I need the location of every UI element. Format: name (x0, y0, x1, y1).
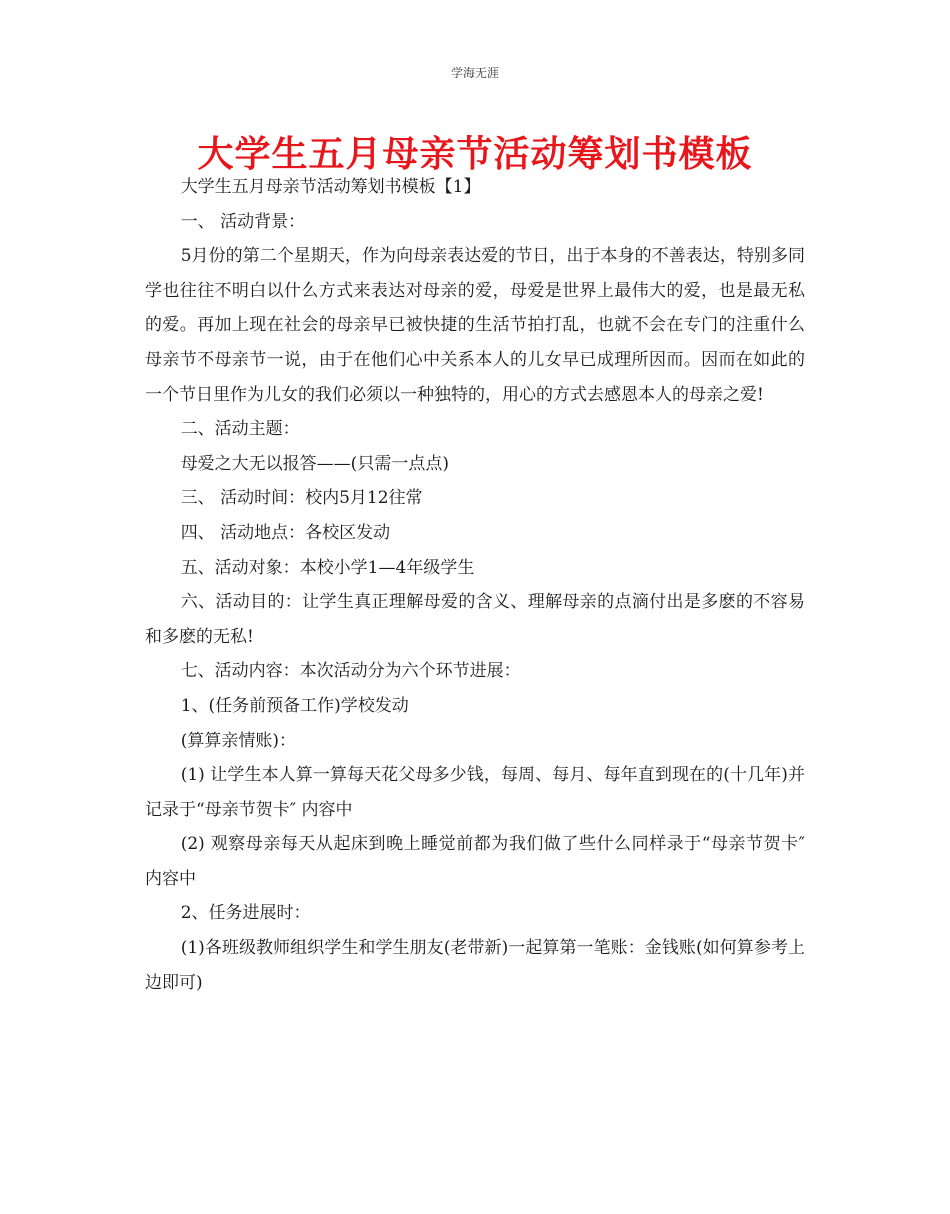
paragraph: 六、活动目的：让学生真正理解母爱的含义、理解母亲的点滴付出是多麽的不容易和多麽的无私! (145, 592, 805, 647)
paragraph: 2、任务进展时： (180, 903, 311, 924)
paragraph: 二、活动主题： (180, 419, 300, 440)
paragraph: 三、 活动时间：校内5月12往常 (180, 488, 423, 509)
paragraph: 七、活动内容：本次活动分为六个环节进展： (180, 661, 521, 682)
paragraph: 大学生五月母亲节活动筹划书模板【1】 (180, 177, 481, 197)
paragraph: (1) 让学生本人算一算每天花父母多少钱，每周、每月、每年直到现在的(十几年)并记录于“母亲节贺卡″ 内容中 (145, 765, 805, 820)
paragraph: 五、活动对象：本校小学1—4年级学生 (180, 557, 475, 578)
document-title: 大学生五月母亲节活动筹划书模板 (197, 134, 753, 175)
page-header: 学海无涯 (450, 66, 499, 80)
paragraph: 四、 活动地点：各校区发动 (180, 522, 391, 543)
paragraph: (1)各班级教师组织学生和学生朋友(老带新)一起算第一笔账：金钱账(如何算参考上边即可) (145, 938, 805, 993)
paragraph: 5月份的第二个星期天，作为向母亲表达爱的节日，出于本身的不善表达，特别多同学也往往不明白以什么方式来表达对母亲的爱，母爱是世界上最伟大的爱，也是最无私的爱。再加上现在社会的母亲早已被快捷的生活节拍打乱，也就不会在专门的注重什么母亲节不母亲节一说，由于在他们心中关系本人的儿女早已成理所因而。因而在如此的一个节日里作为儿女的我们必须以一种独特的，用心的方式去感恩本人的母亲之爱! (145, 246, 805, 405)
paragraph: 母爱之大无以报答——(只需一点点) (180, 453, 449, 474)
paragraph: 一、 活动背景： (180, 211, 306, 232)
paragraph: (2) 观察母亲每天从起床到晚上睡觉前都为我们做了些什么同样录于“母亲节贺卡″ 内容中 (145, 834, 805, 889)
document-body (145, 170, 805, 1000)
paragraph: 1、(任务前预备工作)学校发动 (180, 695, 409, 716)
paragraph: (算算亲情账)： (180, 730, 296, 751)
